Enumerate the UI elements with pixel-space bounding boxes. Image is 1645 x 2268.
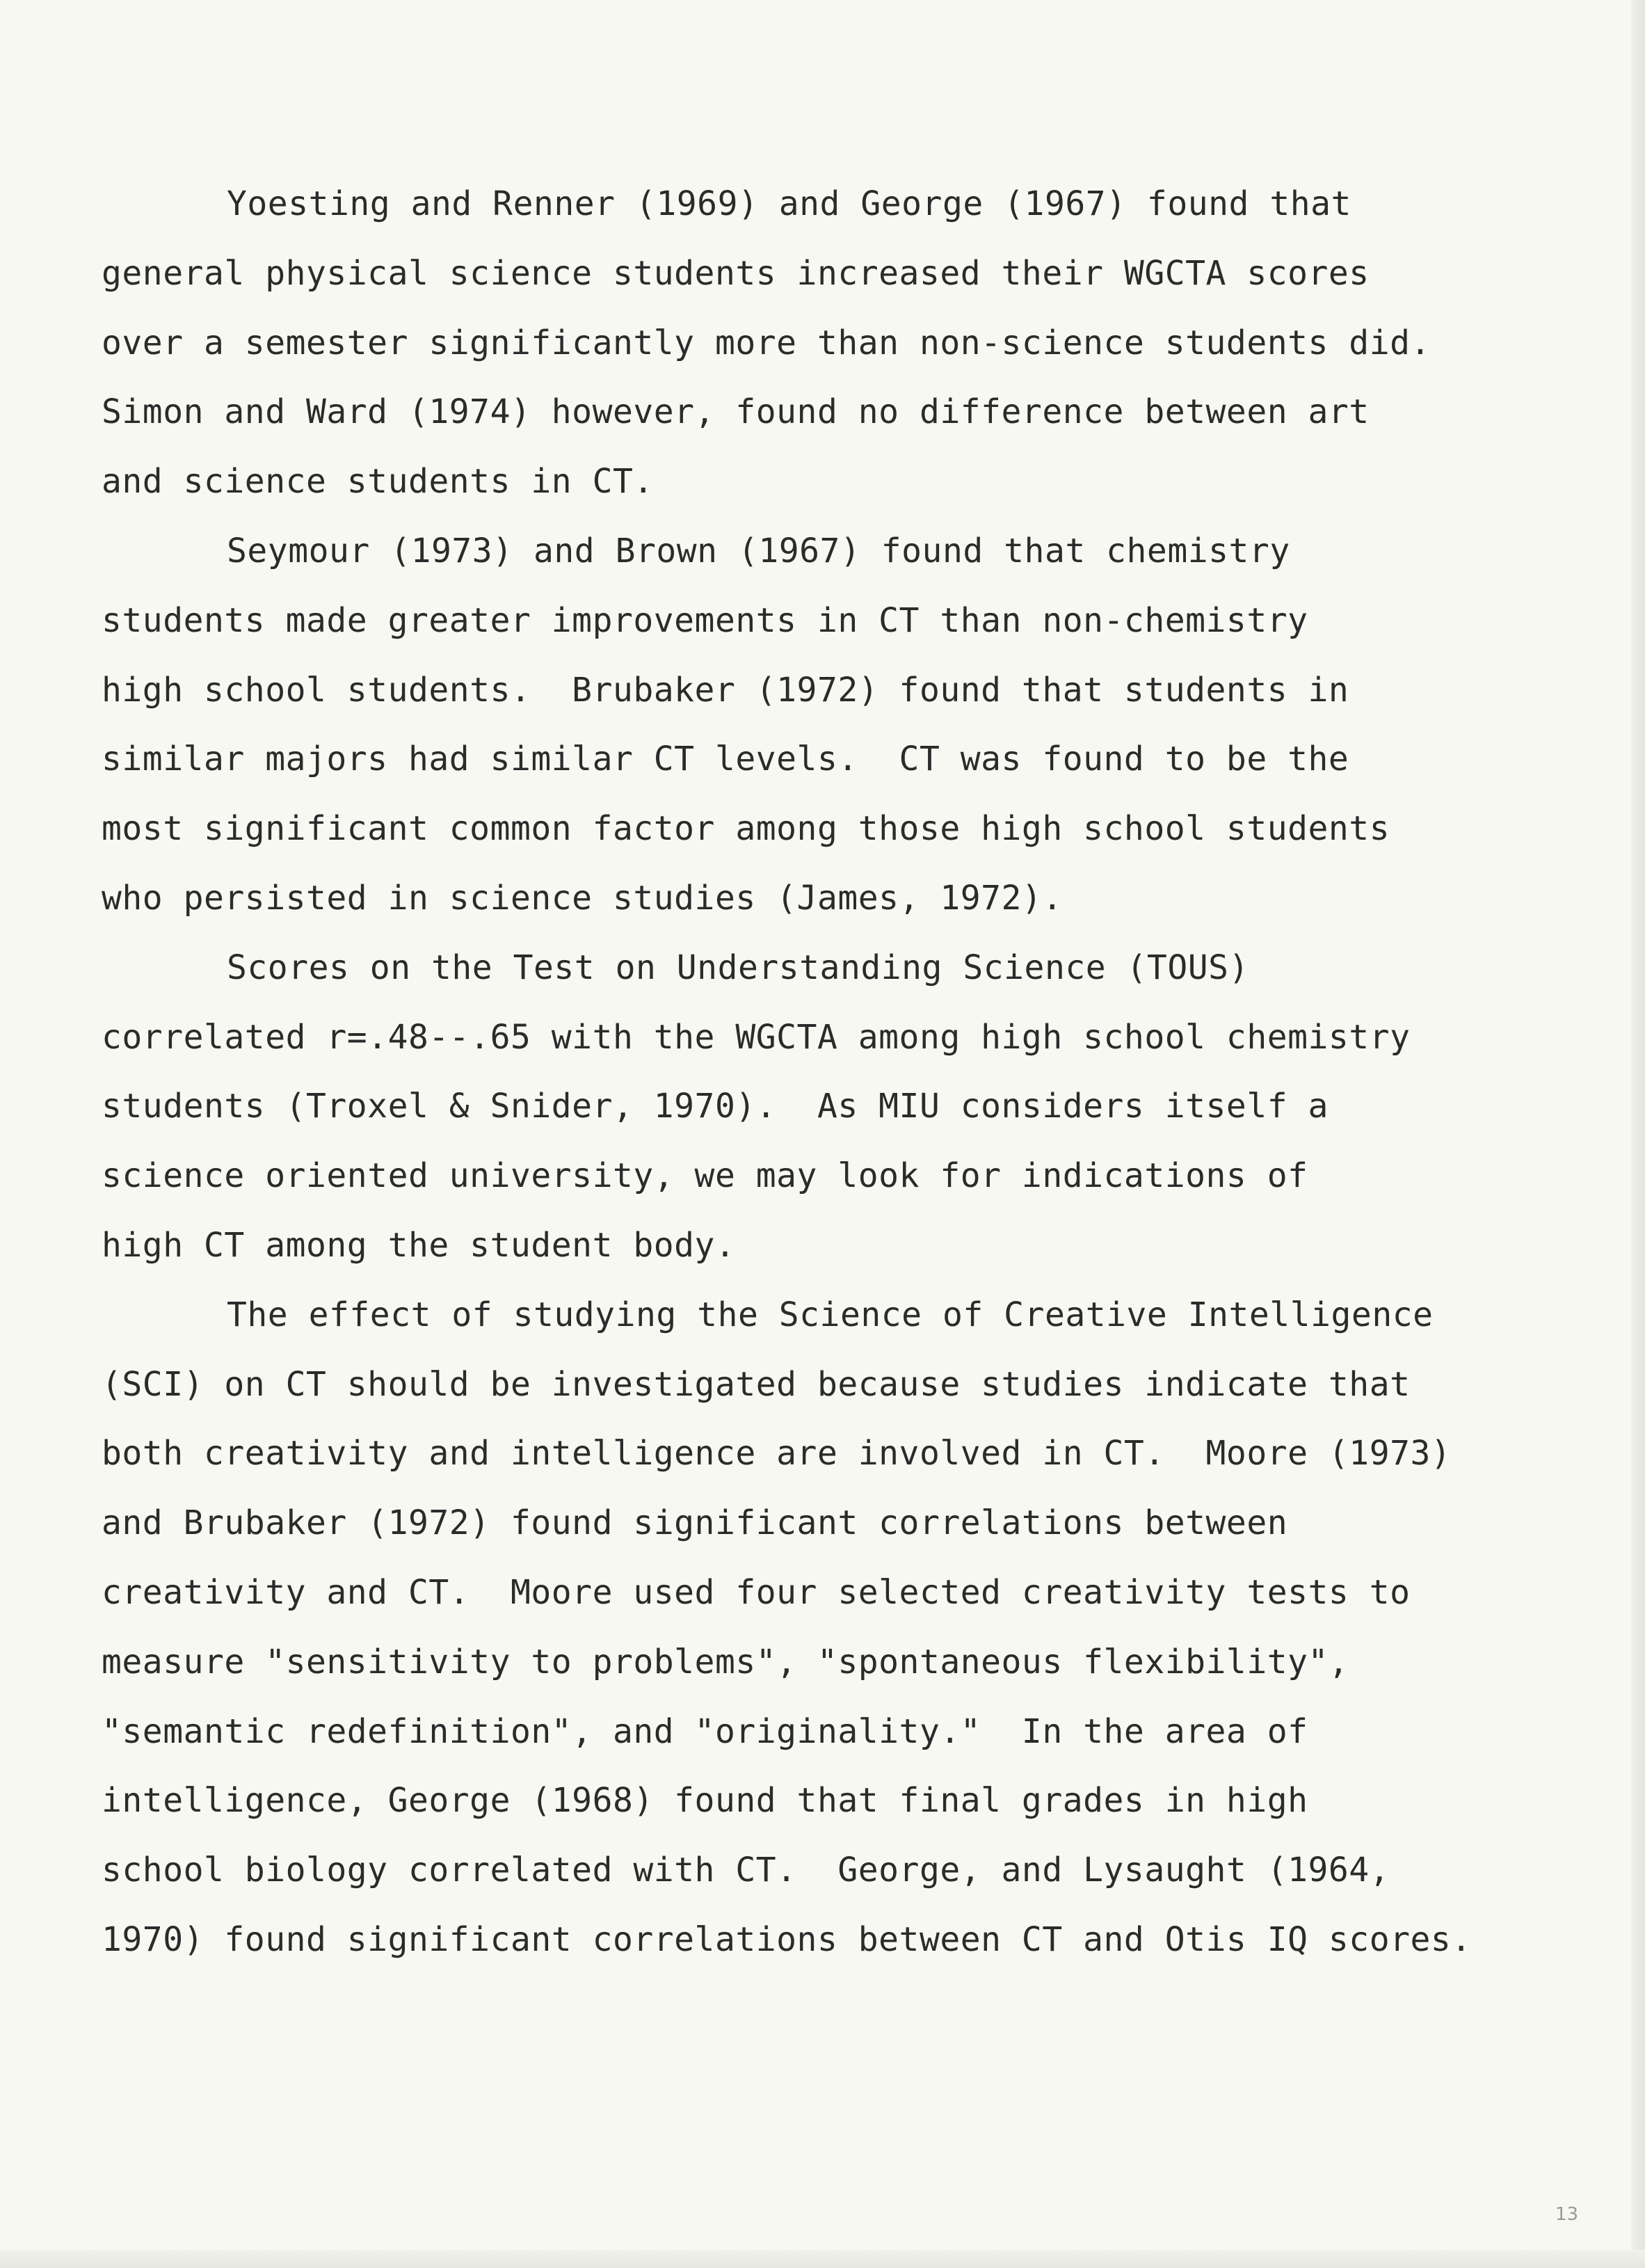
text-line: 1970) found significant correlations between CT and Otis IQ scores. <box>102 1919 1472 1959</box>
text-line: The effect of studying the Science of Creative Intelligence <box>227 1295 1434 1334</box>
text-line: similar majors had similar CT levels. CT was found to be the <box>102 740 1349 779</box>
text-line: students made greater improvements in CT than non-chemistry <box>102 600 1308 640</box>
text-line: who persisted in science studies (James, 1972). <box>102 878 1063 918</box>
text-line: Yoesting and Renner (1969) and George (1967) found that <box>227 184 1351 223</box>
text-line: Simon and Ward (1974) however, found no difference between art <box>102 392 1370 432</box>
text-line: both creativity and intelligence are involved in CT. Moore (1973) <box>102 1434 1452 1474</box>
text-line: students (Troxel & Snider, 1970). As MIU considers itself a <box>102 1087 1329 1126</box>
page-edge-shadow-bottom <box>0 2250 1645 2268</box>
page-edge-shadow-right <box>1631 0 1645 2268</box>
text-line: high CT among the student body. <box>102 1225 736 1265</box>
page-number: 13 <box>1555 2204 1579 2225</box>
text-line: "semantic redefinition", and "originality." In the area of <box>102 1711 1308 1751</box>
text-line: over a semester significantly more than non-science students did. <box>102 323 1431 362</box>
text-line: most significant common factor among those high school students <box>102 809 1390 849</box>
text-line: high school students. Brubaker (1972) found that students in <box>102 670 1349 710</box>
text-line: and Brubaker (1972) found significant correlations between <box>102 1503 1288 1543</box>
text-line: measure "sensitivity to problems", "spontaneous flexibility", <box>102 1642 1349 1682</box>
text-line: correlated r=.48--.65 with the WGCTA among high school chemistry <box>102 1017 1411 1057</box>
body-text <box>102 170 1562 1975</box>
text-line: Seymour (1973) and Brown (1967) found that chemistry <box>227 531 1290 570</box>
text-line: (SCI) on CT should be investigated because studies indicate that <box>102 1364 1411 1404</box>
text-line: intelligence, George (1968) found that final grades in high <box>102 1781 1308 1821</box>
text-line: school biology correlated with CT. George, and Lysaught (1964, <box>102 1851 1390 1890</box>
text-line: general physical science students increased their WGCTA scores <box>102 253 1370 293</box>
text-line: creativity and CT. Moore used four selected creativity tests to <box>102 1572 1411 1612</box>
text-line: and science students in CT. <box>102 462 654 502</box>
text-line: science oriented university, we may look for indications of <box>102 1156 1308 1196</box>
text-line: Scores on the Test on Understanding Science (TOUS) <box>227 948 1249 987</box>
